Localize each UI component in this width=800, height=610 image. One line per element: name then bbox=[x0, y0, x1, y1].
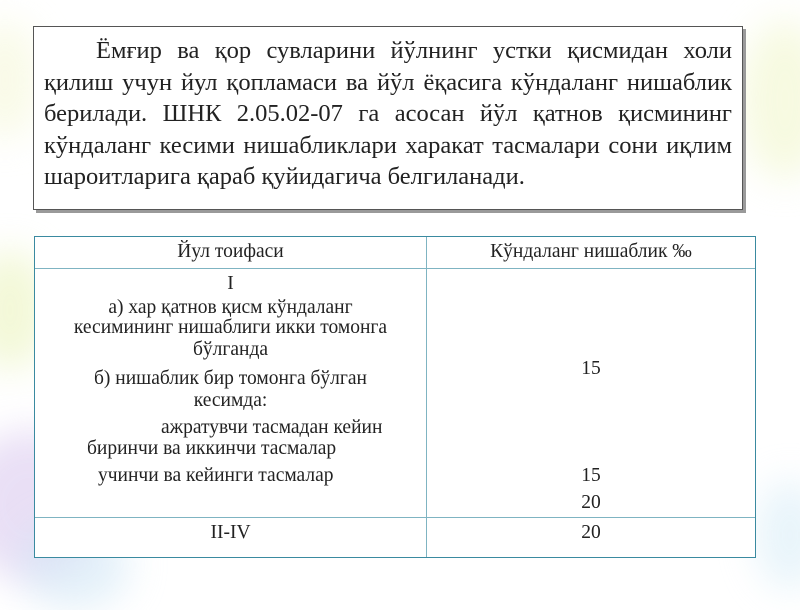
intro-paragraph: Ёмғир ва қор сувларини йўлнинг устки қисмидан холи қилиш учун йул қопламаси ва йўл ёқасига кўндаланг нишаблик берилади. ШНК 2.05.02-07 га асосан йўл қатнов қисмининг кўндаланг кесими нишабликлари харакат тасмалари сони иқлим шароитларига қараб қуйидагича белгиланади. bbox=[33, 26, 743, 210]
row-value: 15 bbox=[581, 465, 601, 486]
background-decoration bbox=[755, 480, 800, 590]
row-item-c: биринчи ва иккинчи тасмалар bbox=[87, 438, 337, 459]
row-value: 15 bbox=[581, 358, 601, 379]
slope-table bbox=[34, 236, 756, 558]
row-category-I: I bbox=[227, 273, 234, 294]
header-cross-slope: Кўндаланг нишаблик ‰ bbox=[490, 241, 692, 262]
row-category-II-IV: II-IV bbox=[210, 522, 251, 543]
row-item-a: а) хар қатнов қисм кўндаланг bbox=[108, 297, 353, 318]
row-item-b: кесимда: bbox=[193, 390, 268, 411]
background-decoration bbox=[740, 20, 800, 180]
row-item-b: б) нишаблик бир томонга бўлган bbox=[94, 368, 367, 389]
header-divider bbox=[35, 268, 755, 269]
row-item-a: бўлганда bbox=[192, 339, 269, 360]
row-value: 20 bbox=[581, 522, 601, 543]
row-item-c: ажратувчи тасмадан кейин bbox=[161, 417, 383, 438]
row-value: 20 bbox=[581, 492, 601, 513]
header-road-category: Йул тоифаси bbox=[177, 241, 284, 262]
row-item-a: кесимининг нишаблиги икки томонга bbox=[73, 317, 388, 338]
row-item-d: учинчи ва кейинги тасмалар bbox=[98, 465, 334, 486]
row-divider bbox=[35, 517, 755, 518]
